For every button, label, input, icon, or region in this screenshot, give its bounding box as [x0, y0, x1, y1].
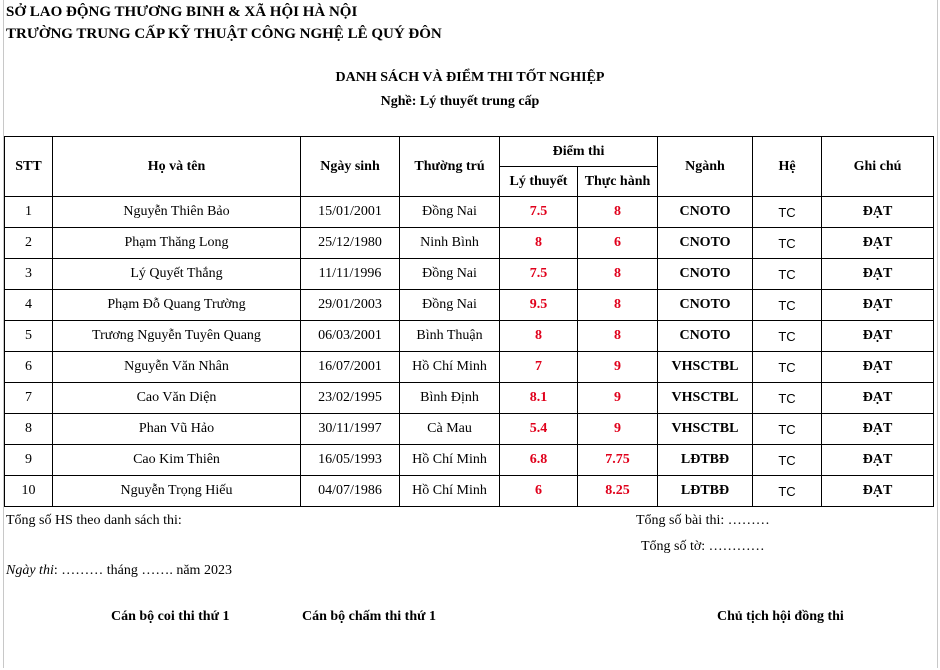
table-row: [5, 383, 934, 414]
cell-practice: 8: [578, 290, 658, 321]
cell-dob: 29/01/2003: [301, 290, 400, 321]
col-header-system: Hệ: [753, 137, 822, 197]
table-row: [5, 321, 934, 352]
cell-practice: 8: [578, 197, 658, 228]
document-subtitle: Nghề: Lý thuyết trung cấp: [380, 94, 540, 109]
cell-major: LĐTBĐ: [658, 445, 753, 476]
cell-dob: 16/05/1993: [301, 445, 400, 476]
col-header-residence: Thường trú: [400, 137, 500, 197]
col-header-stt: STT: [5, 137, 53, 197]
cell-major: VHSCTBL: [658, 414, 753, 445]
cell-dob: 25/12/1980: [301, 228, 400, 259]
col-header-theory: Lý thuyết: [500, 167, 578, 197]
cell-name: Trương Nguyễn Tuyên Quang: [53, 321, 301, 352]
cell-residence: Đồng Nai: [400, 197, 500, 228]
exam-date-value: : ……… tháng ……. năm 2023: [53, 563, 232, 578]
cell-theory: 9.5: [500, 290, 578, 321]
cell-dob: 06/03/2001: [301, 321, 400, 352]
cell-stt: 2: [5, 228, 53, 259]
cell-theory: 7.5: [500, 259, 578, 290]
cell-residence: Đồng Nai: [400, 290, 500, 321]
table-row: [5, 352, 934, 383]
cell-note: ĐẠT: [822, 352, 934, 383]
cell-practice: 7.75: [578, 445, 658, 476]
cell-stt: 8: [5, 414, 53, 445]
cell-note: ĐẠT: [822, 321, 934, 352]
cell-stt: 1: [5, 197, 53, 228]
signature-proctor: Cán bộ coi thi thứ 1: [111, 609, 230, 624]
cell-major: CNOTO: [658, 259, 753, 290]
table-row: [5, 445, 934, 476]
cell-system: TC: [753, 321, 822, 352]
cell-name: Nguyễn Thiên Bảo: [53, 197, 301, 228]
cell-stt: 9: [5, 445, 53, 476]
table-row: [5, 228, 934, 259]
cell-practice: 8.25: [578, 476, 658, 507]
cell-practice: 6: [578, 228, 658, 259]
cell-stt: 10: [5, 476, 53, 507]
total-papers-label: Tổng số bài thi: ………: [636, 513, 770, 528]
cell-system: TC: [753, 445, 822, 476]
cell-practice: 9: [578, 383, 658, 414]
cell-system: TC: [753, 259, 822, 290]
department-name: SỞ LAO ĐỘNG THƯƠNG BINH & XÃ HỘI HÀ NỘI: [6, 4, 358, 20]
cell-major: CNOTO: [658, 321, 753, 352]
col-header-score-group: Điểm thi: [500, 137, 658, 167]
cell-practice: 9: [578, 352, 658, 383]
cell-practice: 8: [578, 321, 658, 352]
cell-note: ĐẠT: [822, 414, 934, 445]
cell-name: Lý Quyết Thắng: [53, 259, 301, 290]
cell-theory: 8: [500, 321, 578, 352]
exam-date-label: Ngày thi: [6, 563, 54, 578]
cell-system: TC: [753, 414, 822, 445]
cell-stt: 4: [5, 290, 53, 321]
cell-stt: 5: [5, 321, 53, 352]
col-header-name: Họ và tên: [53, 137, 301, 197]
cell-system: TC: [753, 352, 822, 383]
total-sheets-label: Tổng số tờ: …………: [641, 539, 765, 554]
cell-system: TC: [753, 290, 822, 321]
table-row: [5, 414, 934, 445]
cell-dob: 16/07/2001: [301, 352, 400, 383]
cell-major: CNOTO: [658, 290, 753, 321]
cell-system: TC: [753, 228, 822, 259]
cell-system: TC: [753, 197, 822, 228]
cell-stt: 7: [5, 383, 53, 414]
table-row: [5, 197, 934, 228]
signature-grader: Cán bộ chấm thi thứ 1: [302, 609, 437, 624]
document-title: DANH SÁCH VÀ ĐIỂM THI TỐT NGHIỆP: [335, 70, 605, 85]
exam-date-line: [6, 563, 232, 579]
cell-residence: Hồ Chí Minh: [400, 352, 500, 383]
cell-residence: Cà Mau: [400, 414, 500, 445]
cell-stt: 3: [5, 259, 53, 290]
cell-residence: Hồ Chí Minh: [400, 445, 500, 476]
cell-system: TC: [753, 476, 822, 507]
table-row: [5, 290, 934, 321]
cell-theory: 6: [500, 476, 578, 507]
cell-theory: 7.5: [500, 197, 578, 228]
cell-residence: Bình Định: [400, 383, 500, 414]
cell-note: ĐẠT: [822, 383, 934, 414]
cell-practice: 9: [578, 414, 658, 445]
signature-chairman: Chủ tịch hội đồng thi: [717, 609, 844, 624]
cell-residence: Bình Thuận: [400, 321, 500, 352]
cell-theory: 7: [500, 352, 578, 383]
table-row: [5, 259, 934, 290]
cell-name: Phạm Thăng Long: [53, 228, 301, 259]
cell-dob: 04/07/1986: [301, 476, 400, 507]
cell-note: ĐẠT: [822, 290, 934, 321]
cell-name: Nguyễn Văn Nhân: [53, 352, 301, 383]
cell-practice: 8: [578, 259, 658, 290]
cell-dob: 15/01/2001: [301, 197, 400, 228]
cell-theory: 8: [500, 228, 578, 259]
cell-major: VHSCTBL: [658, 352, 753, 383]
cell-name: Phạm Đỗ Quang Trường: [53, 290, 301, 321]
cell-note: ĐẠT: [822, 476, 934, 507]
cell-residence: Hồ Chí Minh: [400, 476, 500, 507]
col-header-major: Ngành: [658, 137, 753, 197]
cell-stt: 6: [5, 352, 53, 383]
cell-name: Phan Vũ Hảo: [53, 414, 301, 445]
cell-residence: Đồng Nai: [400, 259, 500, 290]
school-name: TRƯỜNG TRUNG CẤP KỸ THUẬT CÔNG NGHỆ LÊ QUÝ ĐÔN: [6, 26, 442, 42]
cell-major: CNOTO: [658, 197, 753, 228]
col-header-note: Ghi chú: [822, 137, 934, 197]
cell-major: VHSCTBL: [658, 383, 753, 414]
cell-residence: Ninh Bình: [400, 228, 500, 259]
cell-major: CNOTO: [658, 228, 753, 259]
col-header-practice: Thực hành: [578, 167, 658, 197]
cell-dob: 11/11/1996: [301, 259, 400, 290]
cell-note: ĐẠT: [822, 197, 934, 228]
cell-system: TC: [753, 383, 822, 414]
cell-theory: 8.1: [500, 383, 578, 414]
cell-note: ĐẠT: [822, 228, 934, 259]
table-row: [5, 476, 934, 507]
cell-note: ĐẠT: [822, 259, 934, 290]
score-table: [4, 136, 934, 507]
cell-name: Cao Văn Diện: [53, 383, 301, 414]
col-header-dob: Ngày sinh: [301, 137, 400, 197]
cell-name: Nguyễn Trọng Hiếu: [53, 476, 301, 507]
cell-note: ĐẠT: [822, 445, 934, 476]
cell-dob: 30/11/1997: [301, 414, 400, 445]
cell-theory: 5.4: [500, 414, 578, 445]
cell-major: LĐTBĐ: [658, 476, 753, 507]
cell-name: Cao Kim Thiên: [53, 445, 301, 476]
cell-dob: 23/02/1995: [301, 383, 400, 414]
cell-theory: 6.8: [500, 445, 578, 476]
total-students-label: Tổng số HS theo danh sách thi:: [6, 513, 182, 528]
